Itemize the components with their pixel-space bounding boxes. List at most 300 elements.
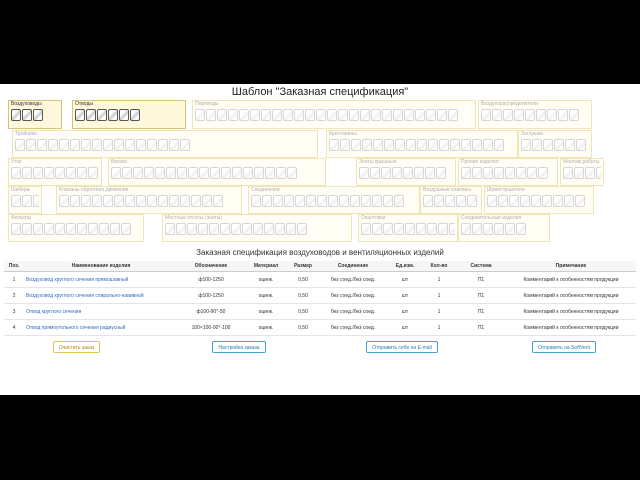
- product-icon[interactable]: [565, 139, 575, 151]
- catalog-icon-row: [165, 223, 349, 235]
- row-unit: шт: [388, 272, 422, 288]
- catalog-group-label: Воздушные клапаны: [423, 187, 471, 193]
- product-icon[interactable]: [406, 139, 416, 151]
- catalog-icon-row: [59, 195, 239, 207]
- catalog-icon-row: [461, 167, 555, 179]
- product-icon[interactable]: [114, 195, 124, 207]
- spec-table: [4, 261, 636, 336]
- table-row: [4, 272, 636, 288]
- row-material: оцинк.: [244, 320, 288, 336]
- product-icon[interactable]: [382, 109, 392, 121]
- product-icon[interactable]: [350, 195, 360, 207]
- product-icon[interactable]: [436, 167, 446, 179]
- product-icon[interactable]: [483, 223, 493, 235]
- product-icon[interactable]: [483, 167, 493, 179]
- product-icon[interactable]: [417, 139, 427, 151]
- product-icon[interactable]: [461, 139, 471, 151]
- table-row: [4, 304, 636, 320]
- product-icon[interactable]: [481, 109, 491, 121]
- product-icon[interactable]: [381, 167, 391, 179]
- product-icon[interactable]: [111, 167, 121, 179]
- product-icon[interactable]: [339, 195, 349, 207]
- product-icon[interactable]: [516, 223, 526, 235]
- catalog-icon-row: [195, 109, 473, 121]
- product-icon[interactable]: [509, 195, 519, 207]
- catalog-icon-row: [11, 195, 39, 207]
- product-icon[interactable]: [169, 195, 179, 207]
- row-system: П1: [456, 304, 506, 320]
- product-icon[interactable]: [88, 223, 98, 235]
- product-icon[interactable]: [372, 223, 382, 235]
- product-icon[interactable]: [370, 167, 380, 179]
- product-icon[interactable]: [209, 223, 219, 235]
- product-icon[interactable]: [505, 167, 515, 179]
- product-icon[interactable]: [66, 167, 76, 179]
- product-icon[interactable]: [103, 139, 113, 151]
- product-icon[interactable]: [427, 223, 437, 235]
- product-icon[interactable]: [569, 109, 579, 121]
- product-icon[interactable]: [538, 167, 548, 179]
- product-icon[interactable]: [55, 167, 65, 179]
- product-icon[interactable]: [472, 223, 482, 235]
- product-icon[interactable]: [305, 109, 315, 121]
- product-icon[interactable]: [48, 139, 58, 151]
- catalog-group: [420, 186, 482, 214]
- catalog-group-label: Зонты крышные: [359, 159, 397, 165]
- product-icon[interactable]: [221, 167, 231, 179]
- product-icon[interactable]: [286, 223, 296, 235]
- col-connection: Соединение: [318, 261, 388, 272]
- product-icon[interactable]: [273, 195, 283, 207]
- product-icon[interactable]: [92, 139, 102, 151]
- product-icon[interactable]: [33, 195, 39, 207]
- product-icon[interactable]: [125, 195, 135, 207]
- product-icon[interactable]: [472, 139, 482, 151]
- product-icon[interactable]: [155, 167, 165, 179]
- product-icon[interactable]: [503, 109, 513, 121]
- catalog-group-label: Врезки: [111, 159, 128, 165]
- product-icon[interactable]: [283, 109, 293, 121]
- row-note: Комментарий к особенностям продукции: [506, 272, 636, 288]
- product-icon[interactable]: [553, 195, 563, 207]
- product-icon[interactable]: [26, 139, 36, 151]
- product-icon[interactable]: [287, 167, 297, 179]
- send-softvent-button[interactable]: Отправить на SoftVent: [532, 341, 596, 353]
- product-icon[interactable]: [306, 195, 316, 207]
- order-settings-button[interactable]: Настройка заказа: [212, 341, 266, 353]
- product-icon[interactable]: [361, 223, 371, 235]
- catalog-icon-row: [361, 223, 455, 235]
- product-icon[interactable]: [514, 109, 524, 121]
- product-icon[interactable]: [11, 109, 21, 121]
- product-icon[interactable]: [414, 167, 424, 179]
- product-icon[interactable]: [596, 167, 601, 179]
- product-icon[interactable]: [294, 109, 304, 121]
- catalog-icon-row: [359, 167, 453, 179]
- row-pos: 4: [4, 320, 24, 336]
- row-qty: 1: [422, 272, 456, 288]
- product-icon[interactable]: [121, 223, 131, 235]
- row-designation: ф100-1250: [178, 272, 244, 288]
- catalog-icon-row: [423, 195, 479, 207]
- product-icon[interactable]: [520, 195, 530, 207]
- product-icon[interactable]: [213, 195, 223, 207]
- product-icon[interactable]: [543, 139, 553, 151]
- row-size: 0,50: [288, 272, 318, 288]
- row-system: П1: [456, 288, 506, 304]
- col-note: Примечание: [506, 261, 636, 272]
- product-icon[interactable]: [585, 167, 595, 179]
- row-unit: шт: [388, 320, 422, 336]
- product-icon[interactable]: [99, 223, 109, 235]
- product-icon[interactable]: [416, 223, 426, 235]
- product-icon[interactable]: [92, 195, 102, 207]
- product-icon[interactable]: [327, 109, 337, 121]
- catalog-group: [358, 214, 458, 242]
- product-icon[interactable]: [542, 195, 552, 207]
- product-icon[interactable]: [166, 167, 176, 179]
- catalog-group-label: Крестовины: [329, 131, 357, 137]
- product-icon[interactable]: [261, 109, 271, 121]
- product-icon[interactable]: [59, 139, 69, 151]
- product-icon[interactable]: [461, 223, 471, 235]
- product-icon[interactable]: [97, 109, 107, 121]
- product-icon[interactable]: [521, 139, 531, 151]
- catalog-group-label: Заглушки: [521, 131, 543, 137]
- product-icon[interactable]: [254, 167, 264, 179]
- product-icon[interactable]: [44, 167, 54, 179]
- catalog-icon-row: [111, 167, 323, 179]
- product-icon[interactable]: [187, 223, 197, 235]
- send-email-button[interactable]: Отправить себе на E-mail: [366, 341, 438, 353]
- product-icon[interactable]: [525, 109, 535, 121]
- product-icon[interactable]: [328, 195, 338, 207]
- product-icon[interactable]: [404, 109, 414, 121]
- product-icon[interactable]: [231, 223, 241, 235]
- product-icon[interactable]: [158, 195, 168, 207]
- product-icon[interactable]: [563, 167, 573, 179]
- product-icon[interactable]: [220, 223, 230, 235]
- product-icon[interactable]: [276, 167, 286, 179]
- catalog-group-label: Воздуховоды: [11, 101, 42, 107]
- catalog-group: [560, 158, 604, 186]
- product-icon[interactable]: [195, 109, 205, 121]
- product-icon[interactable]: [70, 195, 80, 207]
- product-icon[interactable]: [384, 139, 394, 151]
- product-icon[interactable]: [393, 109, 403, 121]
- product-icon[interactable]: [199, 167, 209, 179]
- product-icon[interactable]: [494, 139, 504, 151]
- product-icon[interactable]: [55, 223, 65, 235]
- product-icon[interactable]: [202, 195, 212, 207]
- row-unit: шт: [388, 288, 422, 304]
- product-icon[interactable]: [360, 109, 370, 121]
- product-icon[interactable]: [340, 139, 350, 151]
- product-icon[interactable]: [316, 109, 326, 121]
- product-icon[interactable]: [394, 195, 404, 207]
- row-name-link[interactable]: Воздуховод круглого сечения прямошовный: [24, 272, 178, 288]
- product-icon[interactable]: [77, 167, 87, 179]
- product-icon[interactable]: [114, 139, 124, 151]
- product-icon[interactable]: [77, 223, 87, 235]
- product-icon[interactable]: [449, 223, 455, 235]
- product-icon[interactable]: [403, 167, 413, 179]
- product-icon[interactable]: [456, 195, 466, 207]
- product-icon[interactable]: [22, 195, 32, 207]
- product-icon[interactable]: [426, 109, 436, 121]
- product-icon[interactable]: [33, 223, 43, 235]
- product-icon[interactable]: [445, 195, 455, 207]
- product-icon[interactable]: [428, 139, 438, 151]
- product-icon[interactable]: [547, 109, 557, 121]
- product-icon[interactable]: [180, 195, 190, 207]
- product-icon[interactable]: [423, 195, 433, 207]
- catalog-group: [326, 130, 518, 158]
- product-icon[interactable]: [487, 195, 497, 207]
- product-icon[interactable]: [498, 195, 508, 207]
- product-icon[interactable]: [198, 223, 208, 235]
- product-icon[interactable]: [329, 139, 339, 151]
- product-icon[interactable]: [494, 223, 504, 235]
- product-icon[interactable]: [88, 167, 98, 179]
- col-size: Размер: [288, 261, 318, 272]
- row-material: оцинк.: [244, 272, 288, 288]
- product-icon[interactable]: [373, 139, 383, 151]
- product-icon[interactable]: [250, 109, 260, 121]
- product-icon[interactable]: [483, 139, 493, 151]
- product-icon[interactable]: [103, 195, 113, 207]
- catalog-group-label: Окантовки: [361, 215, 386, 221]
- product-icon[interactable]: [492, 109, 502, 121]
- product-icon[interactable]: [176, 223, 186, 235]
- row-size: 0,50: [288, 320, 318, 336]
- catalog-icon-row: [563, 167, 601, 179]
- catalog-group-label: Монтаж работы: [563, 159, 600, 165]
- product-icon[interactable]: [532, 139, 542, 151]
- product-icon[interactable]: [392, 167, 402, 179]
- product-icon[interactable]: [371, 109, 381, 121]
- product-icon[interactable]: [15, 139, 25, 151]
- product-icon[interactable]: [242, 223, 252, 235]
- product-icon[interactable]: [405, 223, 415, 235]
- table-row: [4, 320, 636, 336]
- product-icon[interactable]: [536, 109, 546, 121]
- product-icon[interactable]: [450, 139, 460, 151]
- product-icon[interactable]: [531, 195, 541, 207]
- product-icon[interactable]: [265, 167, 275, 179]
- product-icon[interactable]: [425, 167, 435, 179]
- product-icon[interactable]: [147, 195, 157, 207]
- col-qty: Кол-во: [422, 261, 456, 272]
- product-icon[interactable]: [297, 223, 307, 235]
- row-material: оцинк.: [244, 304, 288, 320]
- catalog-group-label: Тройники: [15, 131, 37, 137]
- row-unit: шт: [388, 304, 422, 320]
- product-icon[interactable]: [434, 195, 444, 207]
- row-qty: 1: [422, 320, 456, 336]
- product-icon[interactable]: [317, 195, 327, 207]
- product-icon[interactable]: [210, 167, 220, 179]
- product-icon[interactable]: [439, 139, 449, 151]
- product-icon[interactable]: [264, 223, 274, 235]
- product-icon[interactable]: [147, 139, 157, 151]
- row-note: Комментарий к особенностям продукции: [506, 288, 636, 304]
- product-icon[interactable]: [119, 109, 129, 121]
- product-icon[interactable]: [472, 167, 482, 179]
- catalog-icon-row: [11, 109, 59, 121]
- product-icon[interactable]: [575, 195, 585, 207]
- catalog-group-label: Отводы: [75, 101, 93, 107]
- catalog-group: [162, 214, 352, 242]
- product-icon[interactable]: [272, 109, 282, 121]
- product-icon[interactable]: [448, 109, 458, 121]
- product-icon[interactable]: [394, 223, 404, 235]
- product-icon[interactable]: [253, 223, 263, 235]
- product-icon[interactable]: [81, 139, 91, 151]
- row-name-link[interactable]: Воздуховод круглого сечения спирально-навивной: [24, 288, 178, 304]
- catalog-group-label: Утки: [11, 159, 22, 165]
- product-icon[interactable]: [505, 223, 515, 235]
- product-icon[interactable]: [284, 195, 294, 207]
- product-icon[interactable]: [558, 109, 568, 121]
- row-pos: 1: [4, 272, 24, 288]
- product-icon[interactable]: [461, 167, 471, 179]
- product-icon[interactable]: [177, 167, 187, 179]
- catalog-icon-row: [329, 139, 515, 151]
- product-icon[interactable]: [180, 139, 190, 151]
- product-icon[interactable]: [11, 223, 21, 235]
- product-icon[interactable]: [564, 195, 574, 207]
- product-icon[interactable]: [243, 167, 253, 179]
- product-icon[interactable]: [22, 109, 32, 121]
- row-pos: 2: [4, 288, 24, 304]
- catalog-group: [356, 158, 456, 186]
- product-icon[interactable]: [362, 139, 372, 151]
- product-icon[interactable]: [576, 139, 586, 151]
- product-icon[interactable]: [133, 167, 143, 179]
- col-pos: Поз.: [4, 261, 24, 272]
- product-icon[interactable]: [239, 109, 249, 121]
- product-icon[interactable]: [37, 139, 47, 151]
- catalog-group: [108, 158, 326, 186]
- catalog-group: [458, 158, 558, 186]
- row-system: П1: [456, 272, 506, 288]
- product-icon[interactable]: [383, 195, 393, 207]
- catalog-group-label: Шумоглушители: [487, 187, 525, 193]
- product-icon[interactable]: [338, 109, 348, 121]
- product-icon[interactable]: [59, 195, 69, 207]
- product-icon[interactable]: [188, 167, 198, 179]
- product-icon[interactable]: [33, 109, 43, 121]
- product-icon[interactable]: [251, 195, 261, 207]
- product-icon[interactable]: [275, 223, 285, 235]
- catalog-group-label: Воздухораспределители: [481, 101, 538, 107]
- product-icon[interactable]: [228, 109, 238, 121]
- product-icon[interactable]: [86, 109, 96, 121]
- product-icon[interactable]: [574, 167, 584, 179]
- product-icon[interactable]: [372, 195, 382, 207]
- product-icon[interactable]: [136, 139, 146, 151]
- product-icon[interactable]: [22, 167, 32, 179]
- product-icon[interactable]: [527, 167, 537, 179]
- product-icon[interactable]: [217, 109, 227, 121]
- product-icon[interactable]: [467, 195, 477, 207]
- product-icon[interactable]: [295, 195, 305, 207]
- product-icon[interactable]: [11, 195, 21, 207]
- product-icon[interactable]: [361, 195, 371, 207]
- product-icon[interactable]: [130, 109, 140, 121]
- product-icon[interactable]: [351, 139, 361, 151]
- page: [0, 84, 640, 395]
- catalog-group: [192, 100, 476, 129]
- product-icon[interactable]: [206, 109, 216, 121]
- product-icon[interactable]: [262, 195, 272, 207]
- product-icon[interactable]: [438, 223, 448, 235]
- product-icon[interactable]: [22, 223, 32, 235]
- row-name-link[interactable]: Отвод прямоугольного сечения радиусный: [24, 320, 178, 336]
- page-title: Шаблон "Заказная спецификация": [231, 86, 409, 98]
- product-icon[interactable]: [66, 223, 76, 235]
- table-row: [4, 288, 636, 304]
- product-icon[interactable]: [554, 139, 564, 151]
- product-icon[interactable]: [516, 167, 526, 179]
- product-icon[interactable]: [75, 109, 85, 121]
- catalog-group-label: Местные отсосы (зонты): [165, 215, 223, 221]
- product-icon[interactable]: [11, 167, 21, 179]
- product-icon[interactable]: [383, 223, 393, 235]
- col-system: Система: [456, 261, 506, 272]
- product-icon[interactable]: [158, 139, 168, 151]
- product-icon[interactable]: [125, 139, 135, 151]
- row-pos: 3: [4, 304, 24, 320]
- product-icon[interactable]: [136, 195, 146, 207]
- col-designation: Обозначение: [178, 261, 244, 272]
- catalog-icon-row: [11, 223, 141, 235]
- product-icon[interactable]: [70, 139, 80, 151]
- product-icon[interactable]: [81, 195, 91, 207]
- catalog-group-label: Шиберы: [11, 187, 31, 193]
- col-unit: Ед.изм.: [388, 261, 422, 272]
- product-icon[interactable]: [108, 109, 118, 121]
- row-name-link[interactable]: Отвод круглого сечения: [24, 304, 178, 320]
- product-icon[interactable]: [110, 223, 120, 235]
- row-qty: 1: [422, 304, 456, 320]
- spec-body: [4, 272, 636, 336]
- catalog-group-label: Переходы: [195, 101, 219, 107]
- product-icon[interactable]: [395, 139, 405, 151]
- catalog-group: [458, 214, 550, 242]
- product-icon[interactable]: [165, 223, 175, 235]
- row-designation: ф100-1250: [178, 288, 244, 304]
- row-connection: без соед./без соед.: [318, 288, 388, 304]
- product-icon[interactable]: [415, 109, 425, 121]
- product-icon[interactable]: [349, 109, 359, 121]
- product-icon[interactable]: [122, 167, 132, 179]
- product-icon[interactable]: [494, 167, 504, 179]
- catalog-group: [478, 100, 592, 129]
- product-icon[interactable]: [44, 223, 54, 235]
- product-icon[interactable]: [169, 139, 179, 151]
- product-icon[interactable]: [437, 109, 447, 121]
- catalog-icon-row: [75, 109, 183, 121]
- product-icon[interactable]: [144, 167, 154, 179]
- product-icon[interactable]: [359, 167, 369, 179]
- product-icon[interactable]: [33, 167, 43, 179]
- catalog-icon-row: [481, 109, 589, 121]
- product-icon[interactable]: [191, 195, 201, 207]
- product-icon[interactable]: [232, 167, 242, 179]
- clear-order-button[interactable]: Очистить заказ: [53, 341, 100, 353]
